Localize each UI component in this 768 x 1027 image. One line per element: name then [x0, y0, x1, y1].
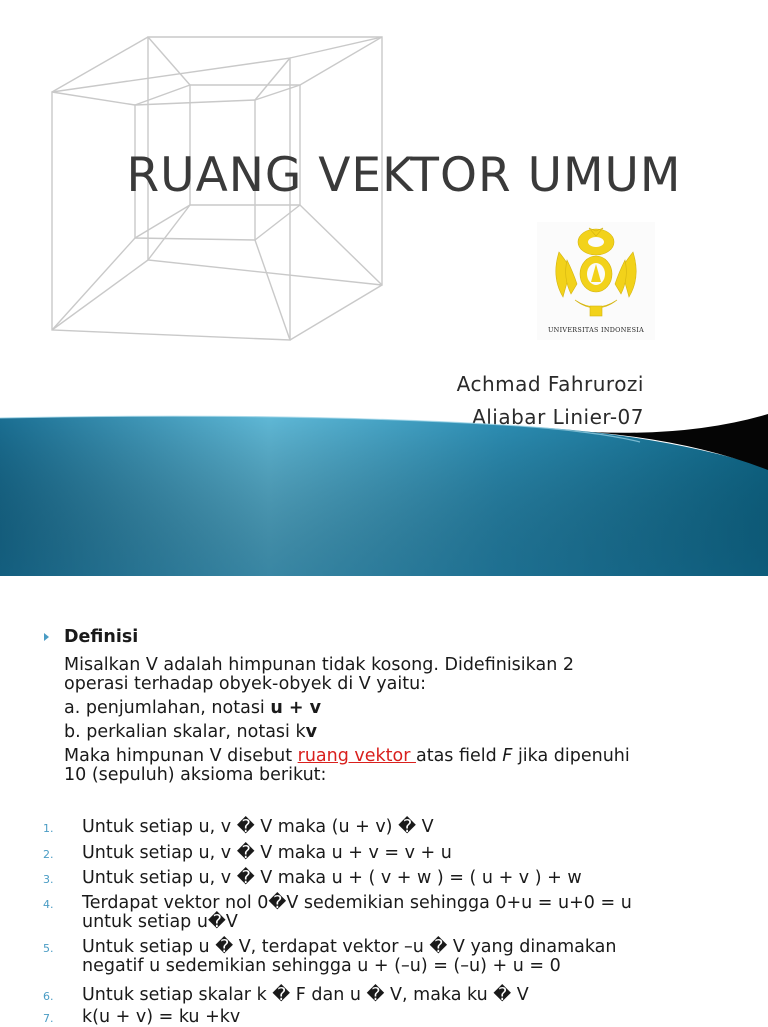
axiom-number: 7. — [43, 1012, 54, 1025]
course-name: Aljabar Linier-07 — [472, 405, 644, 429]
axiom-text: Untuk setiap skalar k � F dan u � V, maka ku � V — [82, 985, 529, 1005]
axiom-number: 1. — [43, 822, 54, 835]
definition-line-5: Maka himpunan V disebut ruang vektor atas field F jika dipenuhi — [64, 746, 630, 766]
author-name: Achmad Fahrurozi — [456, 372, 644, 396]
axiom-number: 3. — [43, 873, 54, 886]
definition-line-2: operasi terhadap obyek-obyek di V yaitu: — [64, 674, 427, 694]
axiom-text: Untuk setiap u, v � V maka u + ( v + w ) = ( u + v ) + w — [82, 868, 582, 888]
definition-line-6: 10 (sepuluh) aksioma berikut: — [64, 765, 327, 785]
blue-wave-banner — [0, 400, 768, 576]
definition-line-b: b. perkalian skalar, notasi kv — [64, 722, 318, 742]
axiom-text: Untuk setiap u, v � V maka (u + v) � V — [82, 817, 434, 837]
university-logo — [537, 222, 655, 340]
makara-emblem-icon — [537, 222, 655, 326]
axiom-number: 4. — [43, 898, 54, 911]
slide-title: RUANG VEKTOR UMUM — [126, 148, 682, 203]
axiom-number: 5. — [43, 942, 54, 955]
definition-line-1: Misalkan V adalah himpunan tidak kosong. Didefinisikan 2 — [64, 655, 574, 675]
axiom-number: 6. — [43, 990, 54, 1003]
axiom-text: k(u + v) = ku +kv — [82, 1007, 241, 1027]
axiom-number: 2. — [43, 848, 54, 861]
bullet-icon — [44, 633, 49, 641]
axiom-text-continued: negatif u sedemikian sehingga u + (–u) = (–u) + u = 0 — [82, 956, 561, 976]
axiom-text: Terdapat vektor nol 0�V sedemikian sehingga 0+u = u+0 = u — [82, 893, 632, 913]
axiom-text: Untuk setiap u, v � V maka u + v = v + u — [82, 843, 452, 863]
definition-heading: Definisi — [64, 627, 139, 647]
axiom-text-continued: untuk setiap u�V — [82, 912, 238, 932]
ruang-vektor-link[interactable]: ruang vektor — [297, 746, 416, 766]
axiom-text: Untuk setiap u � V, terdapat vektor –u � V yang dinamakan — [82, 937, 617, 957]
definition-line-a: a. penjumlahan, notasi u + v — [64, 698, 322, 718]
logo-caption: UNIVERSITAS INDONESIA — [548, 326, 644, 334]
